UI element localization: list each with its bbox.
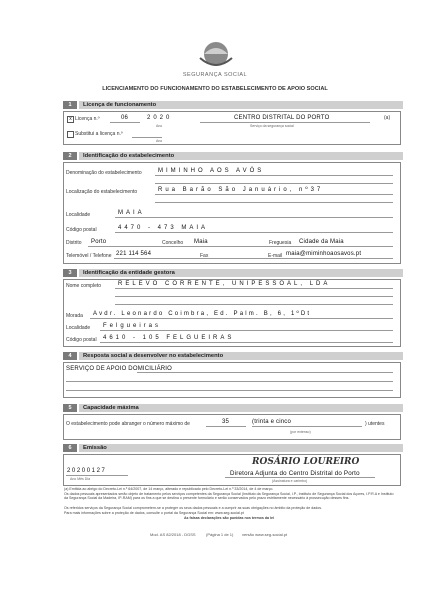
section-number: 5 xyxy=(63,404,77,412)
footnote-1: (a) Emitida ao abrigo do Decreto-Lei n.º 64/2007, de 14 março, alterado e republicado pelo Decreto-Lei n.º 33/2014, de 4 de março. xyxy=(64,487,274,491)
distrito-label: Distrito xyxy=(66,240,82,246)
codigo-postal-value: 4470 - 473 MAIA xyxy=(118,225,209,231)
section-title: Identificação do estabelecimento xyxy=(79,152,403,160)
denominacao-value: MIMINHO AOS AVÓS xyxy=(158,168,265,174)
section-number: 2 xyxy=(63,152,77,160)
freguesia-value: Cidade da Maia xyxy=(299,239,344,245)
resposta-line-3 xyxy=(66,390,393,391)
resposta-social-value: SERVIÇO DE APOIO DOMICILIÁRIO xyxy=(66,366,173,372)
utentes-label: ) utentes xyxy=(365,421,385,427)
section-number: 3 xyxy=(63,269,77,277)
denominacao-label: Denominação do estabelecimento xyxy=(66,170,142,176)
nome-label: Nome completo xyxy=(66,283,102,289)
section-1-box xyxy=(63,111,401,145)
centro-sub: Serviço da segurança social xyxy=(250,124,294,128)
localizacao-line-2 xyxy=(155,202,393,203)
note-mark: (a) xyxy=(384,115,391,121)
section-title: Resposta social a desenvolver no estabelecimento xyxy=(79,352,403,360)
capacidade-text: O estabelecimento pode abranger o número máximo de xyxy=(66,421,190,427)
substitui-label: Substitui a licença n.º xyxy=(75,131,123,137)
emissao-date: 20200127 xyxy=(67,468,107,474)
centro-distrital: CENTRO DISTRITAL DO PORTO xyxy=(234,115,330,121)
footer-page: (Página 1 de 1) xyxy=(206,532,234,537)
section-number: 4 xyxy=(63,352,77,360)
licenca-label: Licença n.º xyxy=(75,116,100,122)
substitui-checkbox[interactable] xyxy=(67,131,74,138)
footnote-3: Os referidos serviços da Segurança Social comprometem-se a proteger os seus dados pessoais e a cumprir as suas obrigações no âmbito da proteção de dados. xyxy=(64,506,323,510)
signature-line xyxy=(225,477,375,478)
freguesia-label: Freguesia xyxy=(269,240,292,246)
section-number: 6 xyxy=(63,444,77,452)
morada-label: Morada xyxy=(66,313,83,319)
morada-line xyxy=(90,318,393,319)
localizacao-label: Localização do estabelecimento xyxy=(66,189,138,195)
localidade-value: MAIA xyxy=(118,210,145,216)
s3-localidade-label: Localidade xyxy=(66,325,91,331)
footer-model: Mod. AS 82/2018 - DGSS xyxy=(150,532,196,537)
s3-codigo-value: 4610 - 105 FELGUEIRAS xyxy=(103,335,235,341)
licenca-year: 2020 xyxy=(147,115,173,121)
localidade-label: Localidade xyxy=(66,212,91,218)
emissao-date-line xyxy=(66,475,128,476)
substitui-line xyxy=(132,137,162,138)
localidade-line xyxy=(115,217,393,218)
footnote-5: As falsas declarações são punidas nos termos da lei xyxy=(183,516,275,520)
licenca-number-line xyxy=(110,122,140,123)
nome-line xyxy=(115,288,393,289)
licenca-year-sub: Ano xyxy=(156,124,163,128)
signature-name: ROSÁRIO LOUREIRO xyxy=(252,457,360,467)
concelho-label: Concelho xyxy=(162,240,184,246)
fax-label: Fax xyxy=(200,253,209,259)
footer-version: versão www.seg-social.pt xyxy=(242,532,288,537)
section-number: 1 xyxy=(63,101,77,109)
distrito-value: Porto xyxy=(91,239,107,245)
codigo-postal-line xyxy=(115,232,393,233)
section-4-header xyxy=(63,351,403,360)
codigo-postal-label: Código postal xyxy=(66,227,97,233)
extenso-sub: (por extenso) xyxy=(290,430,311,434)
s3-localidade-line xyxy=(100,330,393,331)
substitui-year-sub: Ano xyxy=(156,139,163,143)
denominacao-line xyxy=(155,175,393,176)
s3-localidade-value: Felgueiras xyxy=(103,323,162,329)
nome-line-3 xyxy=(115,304,393,305)
capacidade-number: 35 xyxy=(222,419,230,425)
signature-role: Diretora Adjunta do Centro Distrital do Porto xyxy=(230,470,360,477)
telefone-label: Telemóvel / Telefone xyxy=(66,253,112,259)
section-2-box xyxy=(63,162,401,264)
section-5-box xyxy=(63,414,401,440)
licenca-checkbox[interactable]: x xyxy=(67,116,74,123)
s3-codigo-label: Código postal xyxy=(66,337,97,343)
localizacao-line xyxy=(155,194,393,195)
centro-line xyxy=(200,122,370,123)
capacidade-extenso-line xyxy=(252,426,362,427)
footnote-2: Os dados pessoais apresentados serão objeto de tratamento pelos serviços competentes da Segurança Social (Instituto da Segurança Social, I.P., Instituto de Segurança Social dos Açores, I.P.R.A e Instituto da Segurança Social da Madeira, IP-RAM) para os fins a que se destina o presente formulário e serão conservados pelo prazo estritamente necessário à prossecução desses fins. xyxy=(64,492,394,501)
email-label: E-mail xyxy=(268,253,283,259)
section-title: Licença de funcionamento xyxy=(79,101,403,109)
distrito-line xyxy=(88,246,393,247)
telefone-line xyxy=(114,258,393,259)
section-2-header xyxy=(63,151,403,160)
resposta-line xyxy=(137,372,393,373)
capacidade-extenso: (trinta e cinco xyxy=(252,419,292,425)
section-6-header xyxy=(63,443,403,452)
resposta-line-2 xyxy=(66,381,393,382)
section-title: Identificação da entidade gestora xyxy=(79,269,403,277)
capacidade-number-line xyxy=(206,426,246,427)
nome-line-2 xyxy=(115,296,393,297)
section-title: Capacidade máxima xyxy=(79,404,403,412)
agency-name: SEGURANÇA SOCIAL xyxy=(182,72,248,78)
licenca-number: 06 xyxy=(121,115,129,121)
s3-codigo-line xyxy=(100,342,393,343)
section-3-header xyxy=(63,268,403,277)
localizacao-value: Rua Barão São Januário, nº37 xyxy=(158,187,324,193)
concelho-value: Maia xyxy=(194,239,208,245)
emissao-date-sub: Ano Mês Dia xyxy=(70,477,91,481)
email-value: maia@miminhoaosavos.pt xyxy=(286,251,362,257)
denominacao-line-2 xyxy=(155,183,393,184)
document-title: LICENCIAMENTO DO FUNCIONAMENTO DO ESTABELECIMENTO DE APOIO SOCIAL xyxy=(102,86,328,92)
section-title: Emissão xyxy=(79,444,403,452)
telefone-value: 221 114 564 xyxy=(116,251,152,257)
signature-sub: (Assinatura e carimbo) xyxy=(272,479,308,483)
section-5-header xyxy=(63,403,403,412)
seguranca-social-logo xyxy=(196,36,236,74)
footnote-4: Para mais informações sobre a proteção de dados, consulte o portal da Segurança Social em: www.seg-social.pt xyxy=(64,511,244,515)
morada-value: Avdr. Leonardo Coimbra, Ed. Palm. B, 6, 1ºDt xyxy=(93,311,312,317)
nome-value: RELEVO CORRENTE, UNIPESSOAL, LDA xyxy=(118,281,331,287)
section-1-header xyxy=(63,100,403,109)
